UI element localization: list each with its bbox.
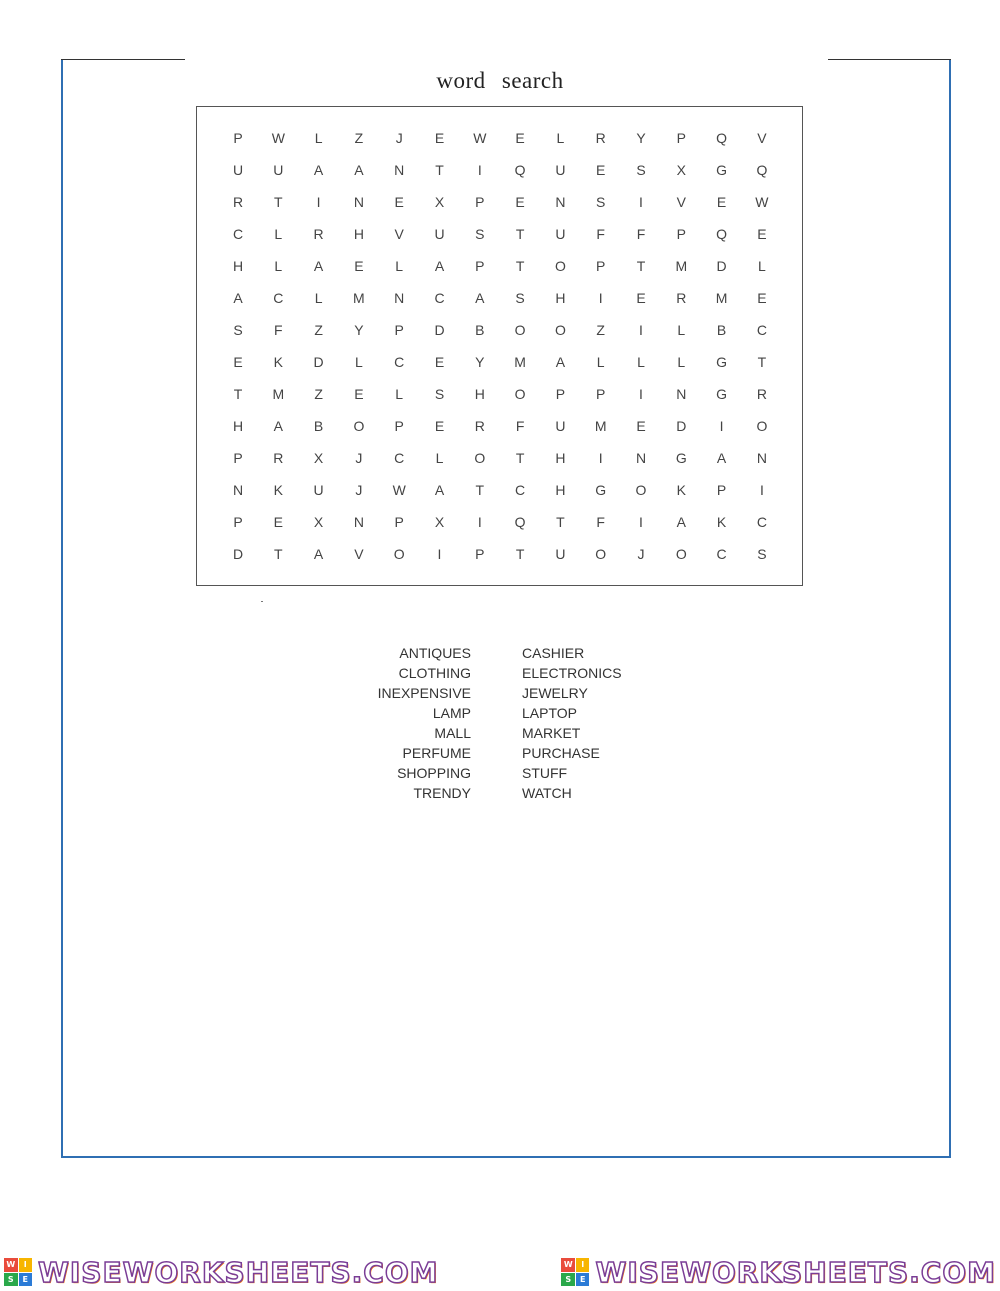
word-list-item: LAMP	[432, 705, 471, 721]
grid-letter: B	[716, 322, 727, 338]
grid-letter: U	[434, 226, 445, 242]
grid-letter: N	[756, 450, 767, 466]
grid-letter: P	[394, 514, 404, 530]
grid-letter: K	[273, 482, 283, 498]
grid-letter: P	[233, 450, 243, 466]
word-list-item: MALL	[434, 725, 471, 741]
grid-letter: L	[596, 354, 605, 370]
grid-letter: I	[598, 290, 603, 306]
brand-watermark	[561, 1256, 996, 1289]
grid-letter: C	[515, 482, 526, 498]
grid-letter: P	[596, 386, 606, 402]
grid-letter: D	[676, 418, 687, 434]
footer-banner	[0, 1253, 1000, 1291]
grid-letter: S	[233, 322, 243, 338]
page-title: word search	[436, 68, 564, 93]
grid-letter: I	[639, 194, 643, 210]
word-list-item: MARKET	[522, 725, 581, 741]
grid-letter: O	[756, 418, 768, 434]
word-list-left	[300, 643, 471, 803]
grid-letter: S	[596, 194, 606, 210]
logo-letter: S	[4, 1273, 18, 1287]
grid-letter: E	[273, 514, 283, 530]
grid-letter: P	[676, 130, 686, 146]
grid-letter: P	[475, 194, 485, 210]
grid-letter: N	[353, 194, 364, 210]
grid-letter: X	[434, 194, 445, 210]
word-list-right	[522, 643, 722, 803]
grid-letter: L	[637, 354, 645, 370]
brand-watermark	[4, 1256, 439, 1289]
grid-letter: E	[757, 226, 767, 242]
grid-letter: A	[555, 354, 566, 370]
grid-letter: W	[755, 194, 769, 210]
grid-letter: B	[313, 418, 324, 434]
grid-letter: A	[434, 482, 445, 498]
logo-letter: I	[576, 1258, 590, 1272]
word-list-item: JEWELRY	[522, 685, 588, 701]
grid-letter: D	[232, 546, 244, 562]
grid-letter: Y	[475, 354, 485, 370]
grid-letter: L	[757, 258, 766, 274]
grid-letter: F	[636, 226, 646, 242]
grid-letter: O	[635, 482, 647, 498]
grid-letter: I	[759, 482, 764, 498]
logo-letter: E	[576, 1273, 590, 1287]
page-frame-right	[949, 59, 951, 1158]
page-frame-bottom	[61, 1156, 951, 1158]
grid-letter: M	[594, 418, 607, 434]
grid-letter: L	[435, 450, 444, 466]
grid-letter: M	[353, 290, 365, 306]
grid-letter: E	[233, 354, 243, 370]
grid-letter: R	[474, 418, 485, 434]
grid-letter: Q	[514, 162, 526, 178]
grid-letter: K	[273, 354, 283, 370]
grid-letter: L	[556, 130, 565, 146]
grid-letter: P	[233, 514, 243, 530]
grid-letter: P	[716, 482, 727, 498]
grid-letter: G	[675, 450, 687, 466]
grid-letter: U	[555, 162, 566, 178]
word-list-item: TRENDY	[413, 785, 471, 801]
grid-letter: E	[354, 258, 364, 274]
grid-letter: O	[353, 418, 365, 434]
grid-letter: A	[313, 546, 324, 562]
grid-letter: O	[595, 546, 607, 562]
page-frame-left	[61, 59, 63, 1158]
grid-letter: O	[554, 322, 566, 338]
word-list-item: CLOTHING	[398, 665, 471, 681]
grid-letter: U	[555, 418, 566, 434]
grid-letter: X	[313, 450, 324, 466]
grid-letter: A	[233, 290, 243, 306]
grid-letter: M	[514, 354, 526, 370]
grid-letter: P	[555, 386, 566, 402]
grid-letter: L	[677, 354, 686, 370]
grid-letter: C	[394, 450, 405, 466]
grid-letter: F	[596, 514, 605, 530]
logo-letter: S	[561, 1273, 575, 1287]
grid-letter: C	[273, 290, 284, 306]
grid-letter: Z	[354, 130, 364, 146]
grid-letter: V	[757, 130, 767, 146]
grid-letter: C	[716, 546, 727, 562]
page-frame-top-right	[828, 59, 951, 60]
grid-letter: Q	[756, 162, 768, 178]
grid-letter: I	[639, 386, 643, 402]
grid-letter: O	[675, 546, 687, 562]
grid-letter: H	[555, 450, 566, 466]
grid-letter: G	[716, 162, 728, 178]
grid-letter: N	[353, 514, 364, 530]
grid-letter: L	[314, 290, 323, 306]
grid-letter: I	[639, 514, 643, 530]
grid-letter: J	[355, 450, 363, 466]
grid-letter: I	[437, 546, 442, 562]
brand-logo-icon	[561, 1258, 589, 1286]
grid-letter: E	[757, 290, 767, 306]
grid-letter: T	[515, 450, 525, 466]
grid-letter: U	[555, 226, 566, 242]
grid-letter: I	[598, 450, 603, 466]
grid-letter: T	[435, 162, 444, 178]
grid-letter: T	[757, 354, 767, 370]
brand-logo-icon	[4, 1258, 32, 1286]
grid-letter: A	[313, 258, 324, 274]
grid-letter: I	[719, 418, 724, 434]
grid-letter: M	[715, 290, 728, 306]
word-list-item: CASHIER	[522, 645, 585, 661]
grid-letter: E	[434, 418, 445, 434]
grid-letter: S	[757, 546, 767, 562]
stray-mark	[261, 601, 263, 602]
grid-letter: N	[555, 194, 566, 210]
brand-text: WISEWORKSHEETS.COM	[595, 1255, 996, 1289]
grid-letter: E	[716, 194, 727, 210]
grid-letter: R	[232, 194, 244, 210]
brand-text: WISEWORKSHEETS.COM	[38, 1255, 439, 1289]
grid-letter: K	[676, 482, 686, 498]
grid-letter: Y	[636, 130, 646, 146]
page-frame-top-left	[61, 59, 185, 60]
grid-letter: S	[434, 386, 445, 402]
grid-letter: A	[434, 258, 445, 274]
grid-letter: A	[313, 162, 324, 178]
grid-letter: X	[676, 162, 686, 178]
word-list-item: SHOPPING	[397, 765, 471, 781]
logo-letter: W	[4, 1258, 18, 1272]
word-list-item: STUFF	[522, 765, 568, 781]
word-list-item: PERFUME	[402, 745, 471, 761]
grid-letter: P	[233, 130, 243, 146]
grid-letter: F	[515, 418, 525, 434]
grid-letter: Y	[354, 322, 364, 338]
grid-letter: L	[395, 386, 404, 402]
grid-letter: C	[232, 226, 244, 242]
grid-letter: L	[274, 226, 283, 242]
grid-letter: N	[676, 386, 687, 402]
grid-letter: I	[477, 162, 482, 178]
grid-letter: I	[639, 322, 643, 338]
grid-letter: L	[314, 130, 323, 146]
grid-letter: N	[394, 290, 405, 306]
grid-letter: P	[475, 258, 485, 274]
grid-letter: R	[595, 130, 606, 146]
grid-letter: J	[395, 130, 403, 146]
grid-letter: C	[756, 514, 767, 530]
grid-letter: N	[232, 482, 244, 498]
grid-letter: G	[716, 354, 728, 370]
grid-letter: V	[676, 194, 686, 210]
grid-letter: O	[514, 386, 526, 402]
grid-letter: H	[555, 482, 566, 498]
word-list-item: PURCHASE	[522, 745, 600, 761]
grid-letter: R	[313, 226, 324, 242]
grid-letter: E	[434, 354, 445, 370]
grid-letter: Q	[716, 226, 728, 242]
grid-letter: H	[232, 418, 244, 434]
word-list-item: LAPTOP	[522, 705, 577, 721]
grid-letter: E	[434, 130, 445, 146]
grid-letter: D	[313, 354, 324, 370]
grid-letter: W	[271, 130, 285, 146]
grid-letter: L	[677, 322, 686, 338]
grid-letter: T	[515, 546, 525, 562]
grid-letter: J	[637, 546, 645, 562]
grid-letter: R	[273, 450, 284, 466]
grid-letter: W	[392, 482, 406, 498]
grid-letter: R	[756, 386, 767, 402]
grid-letter: H	[353, 226, 364, 242]
grid-letter: U	[555, 546, 566, 562]
grid-letter: A	[716, 450, 727, 466]
grid-letter: U	[273, 162, 284, 178]
grid-letter: C	[394, 354, 405, 370]
grid-letter: Q	[716, 130, 728, 146]
grid-letter: E	[596, 162, 606, 178]
grid-letter: O	[514, 322, 526, 338]
grid-letter: S	[475, 226, 485, 242]
grid-letter: V	[354, 546, 364, 562]
grid-letter: B	[475, 322, 485, 338]
grid-letter: Z	[314, 322, 323, 338]
grid-letter: E	[394, 194, 404, 210]
grid-letter: E	[636, 418, 646, 434]
word-list-item: WATCH	[522, 785, 572, 801]
grid-letter: T	[274, 194, 283, 210]
grid-letter: M	[272, 386, 285, 402]
grid-letter: L	[395, 258, 404, 274]
grid-letter: P	[394, 418, 404, 434]
grid-letter: E	[515, 130, 525, 146]
grid-letter: O	[554, 258, 566, 274]
grid-letter: I	[477, 514, 482, 530]
grid-letter: U	[313, 482, 324, 498]
grid-letter: T	[636, 258, 646, 274]
grid-letter: E	[515, 194, 525, 210]
grid-letter: P	[596, 258, 606, 274]
grid-letter: C	[756, 322, 767, 338]
grid-letter: L	[354, 354, 363, 370]
grid-letter: H	[555, 290, 566, 306]
grid-letter: P	[676, 226, 686, 242]
grid-letter: S	[515, 290, 525, 306]
grid-letter: X	[313, 514, 324, 530]
grid-letter: D	[716, 258, 727, 274]
grid-letter: A	[475, 290, 485, 306]
grid-letter: R	[676, 290, 687, 306]
grid-letter: W	[473, 130, 487, 146]
word-list-item: INEXPENSIVE	[377, 685, 471, 701]
grid-letter: T	[274, 546, 283, 562]
grid-letter: Z	[596, 322, 605, 338]
logo-letter: W	[561, 1258, 575, 1272]
grid-letter: D	[434, 322, 445, 338]
grid-letter: N	[635, 450, 647, 466]
grid-letter: U	[232, 162, 244, 178]
grid-letter: A	[354, 162, 364, 178]
grid-letter: T	[515, 226, 525, 242]
logo-letter: I	[19, 1258, 33, 1272]
grid-letter: N	[394, 162, 405, 178]
grid-letter: E	[636, 290, 646, 306]
grid-letter: P	[394, 322, 404, 338]
grid-letter: Q	[514, 514, 526, 530]
grid-letter: P	[475, 546, 485, 562]
grid-letter: L	[274, 258, 283, 274]
grid-letter: H	[232, 258, 244, 274]
grid-letter: V	[394, 226, 404, 242]
grid-letter: F	[274, 322, 283, 338]
grid-letter: G	[595, 482, 607, 498]
grid-letter: S	[636, 162, 646, 178]
word-list-item: ELECTRONICS	[522, 665, 622, 681]
letter-grid	[197, 107, 802, 585]
grid-letter: E	[354, 386, 364, 402]
grid-letter: A	[676, 514, 686, 530]
grid-letter: T	[475, 482, 485, 498]
grid-letter: F	[596, 226, 605, 242]
grid-letter: X	[434, 514, 445, 530]
grid-letter: O	[393, 546, 405, 562]
word-list-item: ANTIQUES	[399, 645, 471, 661]
grid-letter: H	[474, 386, 485, 402]
logo-letter: E	[19, 1273, 33, 1287]
grid-letter: G	[716, 386, 728, 402]
grid-letter: T	[556, 514, 565, 530]
grid-letter: A	[273, 418, 283, 434]
grid-letter: C	[434, 290, 445, 306]
grid-letter: T	[515, 258, 525, 274]
grid-letter: T	[233, 386, 243, 402]
grid-letter: I	[316, 194, 321, 210]
grid-letter: O	[474, 450, 486, 466]
word-search-grid	[196, 106, 803, 586]
grid-letter: M	[675, 258, 688, 274]
grid-letter: Z	[314, 386, 323, 402]
grid-letter: K	[716, 514, 727, 530]
grid-letter: J	[355, 482, 363, 498]
